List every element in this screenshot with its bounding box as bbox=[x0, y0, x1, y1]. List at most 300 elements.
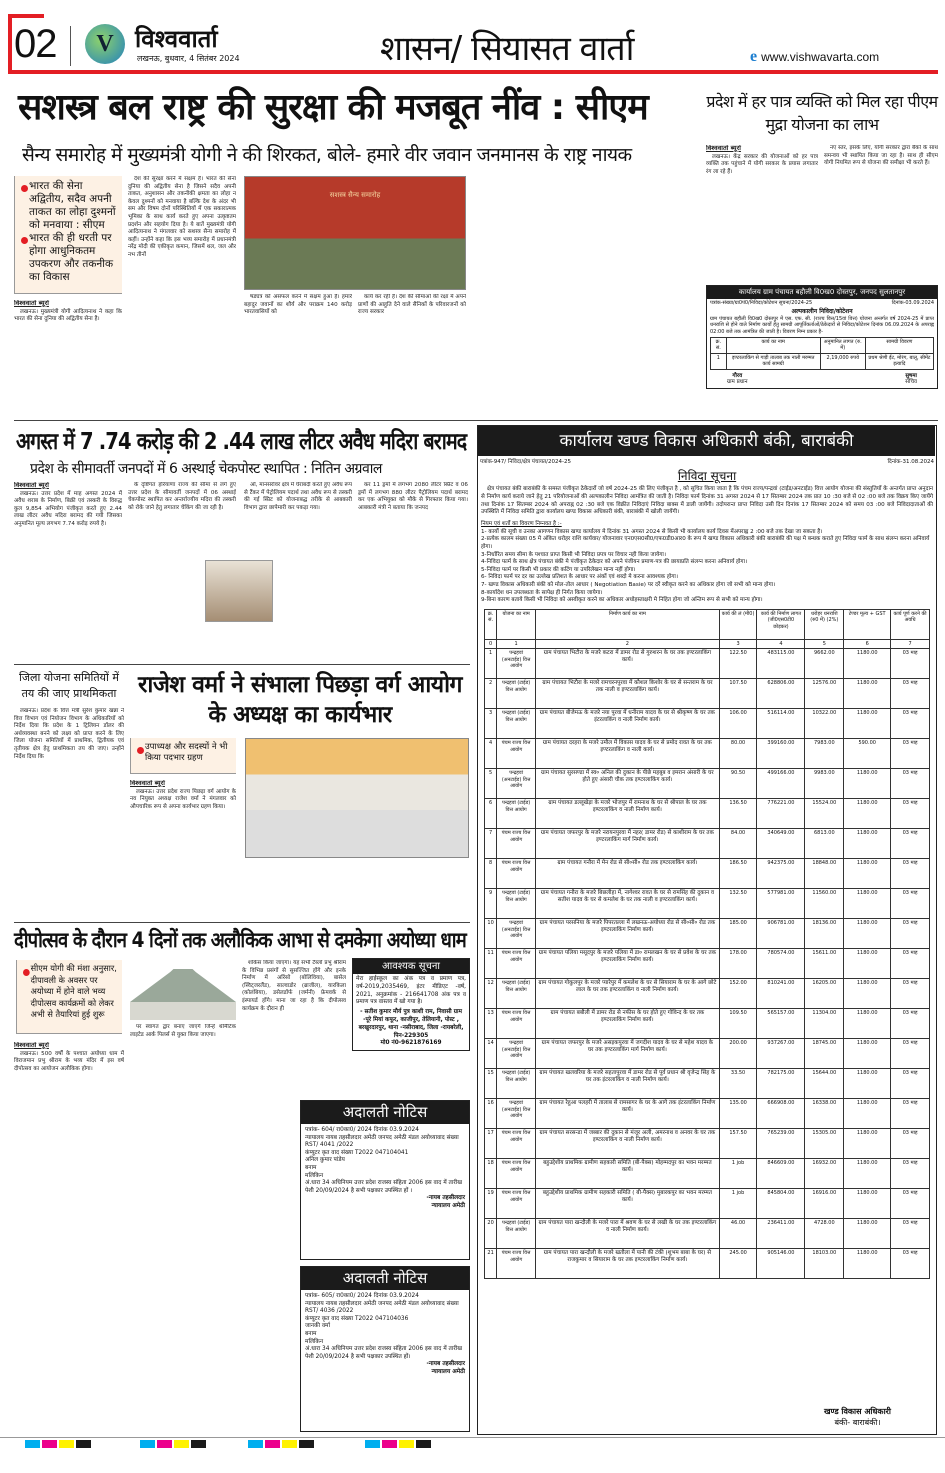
length: 185.00 bbox=[719, 919, 757, 949]
paragraph: के दृष्टिगत हरियाणा राज्य की सीमा से लगे हुए उत्तर प्रदेश के सीमावर्ती जनपदों में 06 अस्थाई चेकपोस्ट स्थापित कर अन्तर्राज्यीय मदिरा की तस्करी को रोके जाने हेतु लगातार चेकिंग की जा रही है। bbox=[128, 482, 236, 511]
work-name: ग्राम पंचायत पारा खन्दौली के मजरे खतौला में पानी की टंकी (शुभम बाबा के घर) से राजकुमार व सियाराम के घर तक इण्टरलाकिंग निर्माण कार्य। bbox=[536, 1249, 720, 1279]
column-number: 1 bbox=[497, 639, 536, 648]
serial-no: 4 bbox=[485, 739, 497, 769]
duration: 03 माह bbox=[891, 799, 930, 829]
work-name: ग्राम पंचायत बबौली में डामर रोड से नफीस के घर होते हुए गोविन्द के घर तक इण्टरलाकिंग निर्माण कार्य। bbox=[536, 1009, 720, 1039]
cost: 942375.00 bbox=[757, 859, 805, 889]
paragraph: कर 11 ड्रमों में लगभग 2080 लीटर स्प्रिट व 06 ड्रमों में लगभग 880 लीटर पैट्रोलियम पदार्थ बरामद कर एक अभियुक्त को मौके से गिरफ्तार किया गया। आबकारी मंत्री ने बताया कि जनपद bbox=[358, 482, 468, 511]
court-notice-2 bbox=[300, 1266, 470, 1432]
cost: 776221.00 bbox=[757, 799, 805, 829]
page-number: 02 bbox=[14, 22, 57, 66]
tender-fee: 590.00 bbox=[844, 739, 891, 769]
table-row bbox=[485, 709, 930, 739]
byline: विश्ववार्ता ब्यूरो bbox=[14, 1042, 49, 1049]
notice-title: कार्यालय ग्राम पंचायत बहौली वि0ख0 दोस्तपुर, जनपद सुलतानपुर bbox=[707, 286, 937, 299]
duration: 03 माह bbox=[891, 769, 930, 799]
liquor-body-col3 bbox=[244, 482, 352, 658]
tender-fee: 1180.00 bbox=[844, 949, 891, 979]
color-bar bbox=[365, 1440, 431, 1450]
table-row bbox=[485, 949, 930, 979]
cost: 565157.00 bbox=[757, 1009, 805, 1039]
column-number: 2 bbox=[536, 639, 720, 648]
length: 245.00 bbox=[719, 1249, 757, 1279]
notice-ref: पत्रांक- 604/ रा0का0/ 2024 दिनांक 03.9.2024 bbox=[305, 1127, 419, 1133]
serial-no: 8 bbox=[485, 859, 497, 889]
duration: 03 माह bbox=[891, 709, 930, 739]
table-row bbox=[485, 1249, 930, 1279]
color-swatch bbox=[140, 1440, 155, 1448]
col-header: क्र. सं. bbox=[711, 338, 727, 354]
work-name: ग्राम पंचायत जफरपुर के मजरे नरायनपुरवा में नहर( डामर रोड) से काशीराम के घर तक इण्टरलाकिंग मार्ग निर्माण कार्य। bbox=[536, 829, 720, 859]
byline: विश्ववार्ता ब्यूरो bbox=[14, 482, 49, 489]
deepotsav-body-col1 bbox=[14, 1042, 124, 1430]
table-row bbox=[485, 979, 930, 1009]
duration: 03 माह bbox=[891, 979, 930, 1009]
liquor-body-col4 bbox=[358, 482, 468, 658]
color-swatch bbox=[382, 1440, 397, 1448]
term-item: 3-निर्धारित समय सीमा के पश्चात प्राप्त किसी भी निविदा प्रपत्र पर विचार नही किया जायेगा। bbox=[481, 551, 666, 558]
court-notice-1 bbox=[300, 1100, 470, 1260]
earnest-money: 16932.00 bbox=[805, 1159, 844, 1189]
versus: बनाम bbox=[305, 1164, 317, 1171]
header-rule bbox=[8, 70, 938, 74]
length: 157.50 bbox=[719, 1129, 757, 1159]
scheme-name: पन्द्रहवां (अनटाईड) वित्त आयोग bbox=[497, 919, 536, 949]
paragraph: लखनऊ। प्रदेश के वित्त मंत्री सुरेश कुमार खन्ना ने वित्त विभाग एवं नियोजन विभाग के अधिकारियों को निर्देश दिया कि प्रदेश के 1 ट्रिलियन डॉलर की अर्थव्यवस्था बनने को लक्ष्य को प्राप्त करने के लिए जिला योजना समितियों में प्राथमिक, द्वितीयक एवं तृतीयक क्षेत्र हेतु प्राथमिकता तय की जाए। उन्होंने निर्देश दिया कि bbox=[14, 708, 124, 760]
scheme-name: पंचम राज्य वित्त आयोग bbox=[497, 1009, 536, 1039]
notice-line: कंप्यूटर कृत वाद संख्या T2022 047104041 bbox=[305, 1149, 409, 1156]
serial-no: 17 bbox=[485, 1129, 497, 1159]
earnest-money: 9662.00 bbox=[805, 649, 844, 679]
length: 135.00 bbox=[719, 1099, 757, 1129]
serial-no: 3 bbox=[485, 709, 497, 739]
liquor-subhead: प्रदेश के सीमावर्ती जनपदों में 6 अस्थाई चेकपोस्ट स्थापित : नितिन अग्रवाल bbox=[30, 461, 382, 477]
work-name: ग्राम पंचायत जफरपुर के मजरे असइकपुरवा में जगदीश यादव के घर से महेश यादव के घर तक इण्टरलाकिंग मार्ग निर्माण कार्य। bbox=[536, 1039, 720, 1069]
paragraph: लखनऊ। मुख्यमंत्री योगी आदित्यनाथ ने कहा कि भारत की सेना दुनिया की अद्वितीय सेना है। bbox=[14, 308, 122, 323]
scheme-name: पन्द्रहवां (टाईड) वित्त आयोग bbox=[497, 679, 536, 709]
tender-fee: 1180.00 bbox=[844, 1159, 891, 1189]
duration: 03 माह bbox=[891, 1249, 930, 1279]
table-row bbox=[485, 1189, 930, 1219]
notice-line: अं.धारा 34 अधिनियम उत्तर प्रदेश राजस्व संहिता 2006 इस वाद में तारीख पेशी 20/09/2024 है सभी पक्षकार उपस्थित हों । bbox=[305, 1180, 462, 1194]
notice-sender: - सतीश कुमार मौर्य पुत्र काशी राम, निवासी ग्राम -पूरे मियां कफूर, काजीपुर, तेलियानी, पोस्ट , बरखुरदारपुर, थाना -नसीराबाद, जिला -रायबरेली, पिन-229305 bbox=[358, 1009, 464, 1039]
duration: 03 माह bbox=[891, 1009, 930, 1039]
term-item: 1- कार्यो की सूची व उनका आगणन विकास खण्ड कार्यालय मे दिनांक 31 अगस्त 2024 से किसी भी कार्यालय कार्य दिवस मेंअपराह्न 2 :00 बजे तक देखा जा सकता है। bbox=[481, 528, 823, 535]
tender-notice bbox=[477, 425, 937, 1435]
scheme-name: पन्द्रहवां (टाईड) वित्त आयोग bbox=[497, 979, 536, 1009]
paragraph: लखनऊ। उत्तर प्रदेश राज्य पिछड़ा वर्ग आयोग के नव नियुक्त अध्यक्ष राजेश वर्मा ने मंगलवार को औपचारिक रूप से अपना कार्यभार ग्रहण किया। bbox=[130, 788, 236, 810]
deepotsav-headline: दीपोत्सव के दौरान 4 दिनों तक अलौकिक आभा से दमकेगा अयोध्या धाम bbox=[14, 928, 466, 952]
table-row bbox=[485, 829, 930, 859]
tender-fee: 1180.00 bbox=[844, 799, 891, 829]
serial-no: 6 bbox=[485, 799, 497, 829]
tender-fee: 1180.00 bbox=[844, 1009, 891, 1039]
duration: 03 माह bbox=[891, 889, 930, 919]
ram-temple-photo bbox=[130, 960, 236, 1020]
duration: 03 माह bbox=[891, 919, 930, 949]
notice-title: आवश्यक सूचना bbox=[353, 959, 469, 974]
tender-office: कार्यालय खण्ड विकास अधिकारी बंकी, बाराबंकी bbox=[478, 426, 935, 456]
work-name: ग्राम पंचायत गनौरा में मेन रोड से सी०सी० रोड तक इण्टरलाकिंग कार्य। bbox=[536, 859, 720, 889]
table-row bbox=[485, 1129, 930, 1159]
notice-line: न्यायालय नायब तहसीलदार अमेठी जनपद अमेठी मंडल अयोध्यावाद संख्या RST/ 4036 /2022 bbox=[305, 1300, 459, 1315]
notice-title: अदालती नोटिस bbox=[301, 1101, 469, 1124]
term-item: 9-बिना कारण बताये किसी भी निविदा को अस्वीकृत करने का अधिकार अधोहस्ताक्षरी मे निहित होगा जो अन्तिम रूप से सभी को मान्य होगा। bbox=[481, 597, 763, 604]
table-row bbox=[485, 769, 930, 799]
length: 136.50 bbox=[719, 799, 757, 829]
color-swatch bbox=[399, 1440, 414, 1448]
browser-icon: e bbox=[750, 48, 758, 65]
cost: 577981.00 bbox=[757, 889, 805, 919]
tender-fee: 1180.00 bbox=[844, 1039, 891, 1069]
scheme-name: पन्द्रहवां (टाईड) वित्त आयोग bbox=[497, 1069, 536, 1099]
plaintiff: जानकी वर्मा bbox=[305, 1323, 331, 1330]
serial-no: 9 bbox=[485, 889, 497, 919]
length: 106.00 bbox=[719, 709, 757, 739]
col-header: कार्य का नाम bbox=[726, 338, 820, 354]
table-row bbox=[485, 679, 930, 709]
earnest-money: 11560.00 bbox=[805, 889, 844, 919]
length: 1 job bbox=[719, 1159, 757, 1189]
signatory-role: सचिव bbox=[905, 379, 917, 386]
highlight-item: उपाध्यक्ष और सदस्यों ने भी किया पदभार ग्रहण bbox=[137, 742, 231, 764]
notice-body bbox=[301, 1290, 469, 1380]
duration: 03 माह bbox=[891, 859, 930, 889]
column-header: कार्य पूर्ण करने की अवधि bbox=[891, 609, 930, 639]
table-row bbox=[485, 649, 930, 679]
cost: 845804.00 bbox=[757, 1189, 805, 1219]
work-name: ग्राम पंचायत सुरसण्डा में स्व० अनिल की दुकान के पीछे महबूब व इमरान अंसारी के घर होते हुए अंसारी चौक तक इण्टरलाकिंग कार्य। bbox=[536, 769, 720, 799]
zila-body bbox=[14, 708, 124, 918]
signatory-role: ग्राम प्रधान bbox=[727, 379, 748, 386]
color-swatch bbox=[25, 1440, 40, 1448]
color-swatch bbox=[191, 1440, 206, 1448]
tender-fee: 1180.00 bbox=[844, 679, 891, 709]
work-name: बहुउद्देशीय प्राथमिक ग्रामीण सहकारी समिति ( बी-पैक्स) मुबारकपुर का भवन मरम्मत कार्य। bbox=[536, 1189, 720, 1219]
color-swatch bbox=[174, 1440, 189, 1448]
lead-body-col3 bbox=[244, 294, 352, 412]
respondent: मलिकिन bbox=[305, 1338, 324, 1345]
work-name: ग्राम पंचायत गनौरा के मजरे बिछलीहा में, नागेश्वर रावत के घर से रामसिंह की दुकान व सतीश यादव के घर से कमलेश के घर तक नाली व इण्टरलाकिंग कार्य। bbox=[536, 889, 720, 919]
zila-headline: जिला योजना समितियों में तय की जाए प्राथमिकता bbox=[19, 671, 119, 700]
cost: 340649.00 bbox=[757, 829, 805, 859]
work-name: ग्राम पंचायत बीजेमऊ के मजरे नया पुरवा में धनीराम यादव के घर से श्रीकृष्ण के घर तक इंटरलाकिंग व नाली निर्माण कार्य। bbox=[536, 709, 720, 739]
duration: 03 माह bbox=[891, 1099, 930, 1129]
column-number: 5 bbox=[805, 639, 844, 648]
table-row bbox=[485, 919, 930, 949]
cell: प्रथम श्रेणी ईंट, मोरंग, बालू, सीमेंट इत्यादि bbox=[865, 353, 933, 369]
lead-highlights bbox=[14, 176, 122, 294]
color-swatch bbox=[59, 1440, 74, 1448]
cost: 846609.00 bbox=[757, 1159, 805, 1189]
earnest-money: 15305.00 bbox=[805, 1129, 844, 1159]
table-row bbox=[485, 1159, 930, 1189]
tender-fee: 1180.00 bbox=[844, 649, 891, 679]
serial-no: 19 bbox=[485, 1189, 497, 1219]
table-row bbox=[485, 1009, 930, 1039]
rajesh-body bbox=[130, 780, 236, 918]
work-name: ग्राम पंचायत खलवरिया के मजरे सहतापुरवा में डामर रोड से पूर्व प्रधान श्री वृजेन्द्र सिंह के घर तक इंटरलाकिंग व नाली निर्माण कार्य। bbox=[536, 1069, 720, 1099]
earnest-money: 10322.00 bbox=[805, 709, 844, 739]
duration: 03 माह bbox=[891, 1129, 930, 1159]
col-header: सामग्री विवरण bbox=[865, 338, 933, 354]
tender-terms bbox=[478, 521, 936, 605]
tender-intro: क्षेत्र पंचायत बंकी बाराबंकी के समस्त पंजीकृत ठेकेदारों जो वर्ष 2024-25 की लिए पंजीकृत है , को सूचित किया जाता है कि पंचम राज्य/पन्द्रवां (टाईड/अनटाईड) वित्त आयोग योजना की संस्तुतियों के अन्तर्गत प्राप्त अनुदान से निर्माण कार्य कराये जाने हेतु 21 परियोजनाओं की अल्पकालीन निविदा आमंत्रित की जाती है। निविदा फार्म दिनांक 31 अगस्त 2024 से 17 सितम्बर 2024 तक प्रात 10 :30 बजे से 02 :00 बजे तक विक्रय किए जायेंगे तथा दिनांक 17 सितम्बर 2024 को अपराह्न 02 :30 बजे एक विक्रीत निविदाएं निविदा बाक्स में डाली जायेंगी। तदोपरान्त प्राप्त निविदा उसी दिन दिनांक 17 सितम्बर 2024 को समय 03 :00 बजे निविदादाताओं की उपस्थिति में निविदा समिति द्वारा कार्यालय खण्ड विकास अधिकारी बंकी, बाराबंकी में खोली जायेंगी। bbox=[481, 486, 933, 516]
duration: 03 माह bbox=[891, 679, 930, 709]
color-swatch bbox=[365, 1440, 380, 1448]
dateline: लखनऊ, बुधवार, 4 सितंबर 2024 bbox=[137, 54, 240, 63]
notice-heading: अल्पकालीन निविदा/कोटेशन bbox=[791, 307, 853, 315]
tender-fee: 1180.00 bbox=[844, 1189, 891, 1219]
table-row bbox=[485, 1099, 930, 1129]
signatory: -नायब तहसीलदार bbox=[426, 1361, 465, 1368]
tender-fee: 1180.00 bbox=[844, 859, 891, 889]
tender-fee: 1180.00 bbox=[844, 1219, 891, 1249]
work-name: ग्राम पंचायत गोकुलपुर के मजरे प्यारेपुर में कमलेश के घर से सियाराम के घर के आगे छोटे लाल के घर तक इण्टरलाकिंग व नाली निर्माण कार्य। bbox=[536, 979, 720, 1009]
cost: 780574.00 bbox=[757, 949, 805, 979]
notice-ref: पत्रांक-संख्या/ग्रा0पं0/निविदा/कोटेशन सूचना/2024-25 bbox=[710, 300, 813, 306]
earnest-money: 11304.00 bbox=[805, 1009, 844, 1039]
duration: 03 माह bbox=[891, 949, 930, 979]
deepotsav-highlight bbox=[16, 960, 122, 1034]
column-header: कार्य की लं (मी0) bbox=[719, 609, 757, 639]
serial-no: 18 bbox=[485, 1159, 497, 1189]
tender-date: दिनांक-31.08.2024 bbox=[887, 459, 934, 465]
notice-line: कंप्यूटर कृत वाद संख्या T2022 047104036 bbox=[305, 1315, 409, 1322]
earnest-money: 4728.00 bbox=[805, 1219, 844, 1249]
brand-name: विश्ववार्ता bbox=[135, 25, 218, 53]
serial-no: 13 bbox=[485, 1009, 497, 1039]
section-title: शासन/ सियासत वार्ता bbox=[380, 29, 634, 69]
plaintiff: अनिल कुमार पांडेय bbox=[305, 1157, 345, 1164]
cost: 765239.00 bbox=[757, 1129, 805, 1159]
liquor-headline: अगस्त में 7 .74 करोड़ की 2 .44 लाख लीटर अवैध मदिरा बरामद bbox=[16, 429, 467, 455]
serial-no: 21 bbox=[485, 1249, 497, 1279]
color-bar bbox=[140, 1440, 206, 1450]
paragraph: लखनऊ। केंद्र सरकार की योजनाओं को हर पात्र व्यक्ति तक पहुंचाने में योगी सरकार के प्रयास लगातार रंग ला रहे हैं। bbox=[706, 153, 818, 175]
column-number: 3 bbox=[719, 639, 757, 648]
scheme-name: पन्द्रहवां (अनटाईड) वित्त आयोग bbox=[497, 649, 536, 679]
tender-fee: 1180.00 bbox=[844, 1249, 891, 1279]
tender-fee: 1180.00 bbox=[844, 1129, 891, 1159]
work-name: ग्राम पंचायत रेहुआ पलहरी में तालाब से रामसागर के घर के आगे तक इंटरलाकिंग निर्माण कार्य। bbox=[536, 1099, 720, 1129]
highlight-item: भारत की ही धरती पर होगा आधुनिकतम उपकरण और तकनीक का विकास bbox=[21, 232, 117, 284]
signatory: -नायब तहसीलदार bbox=[426, 1195, 465, 1202]
earnest-money: 18136.00 bbox=[805, 919, 844, 949]
deepotsav-body-col2 bbox=[130, 1024, 236, 1430]
term-item: 6- निविदा फार्म पर दर का उल्लेख प्रतिशत के आधार पर अंकों एवं शब्दो मे करना आवश्यक होगा। bbox=[481, 574, 679, 581]
paragraph: पर स्वागत द्वार बनाए जाएंगे जिन्हें थीमैटिक लाइटेड आर्क पिलर्स से युक्त किया जाएगा। bbox=[130, 1024, 236, 1038]
work-name: ग्राम पंचायत पलिया मसूदपुर के मजरे पलिया में डा० रामलखन के घर से प्रवेश के घर तक इण्टरलाकिंग निर्माण कार्य। bbox=[536, 949, 720, 979]
table-row bbox=[485, 1219, 930, 1249]
tender-ref: पत्रांक-947/ निविदा/क्षेत्र पंचायत/2024-25 bbox=[480, 459, 571, 465]
serial-no: 5 bbox=[485, 769, 497, 799]
table-row bbox=[485, 739, 930, 769]
length: 84.00 bbox=[719, 829, 757, 859]
table-row bbox=[485, 859, 930, 889]
paragraph: कार्य कर रही है। देश की सीमाओं की रक्षा में अपने प्राणों की आहुति देने वाले सैनिकों के परिवारजनों को राज्य सरकार bbox=[358, 294, 466, 316]
table-row bbox=[485, 799, 930, 829]
earnest-money: 15611.00 bbox=[805, 949, 844, 979]
column-number: 0 bbox=[485, 639, 497, 648]
byline: विश्ववार्ता ब्यूरो bbox=[706, 145, 741, 152]
length: 186.50 bbox=[719, 859, 757, 889]
duration: 03 माह bbox=[891, 829, 930, 859]
scheme-name: पंचम राज्य वित्त आयोग bbox=[497, 859, 536, 889]
term-item: 8-कार्यादेश धन उपलब्धता के सापेक्ष ही निर्गत किया जायेगा। bbox=[481, 589, 603, 596]
notice-line: न्यायालय नायब तहसीलदार अमेठी जनपद अमेठी मंडल अयोध्यावाद संख्या RST/ 4041 /2022 bbox=[305, 1134, 459, 1149]
col-header: अनुमानित लागत (रु. में) bbox=[820, 338, 865, 354]
work-name: ग्राम पंचायत सरसन्डा में जब्बार की दुकान से मंजूर अली, अमरनाथ व अनवर के घर तक इण्टरलाकिंग व नाली निर्माण कार्य। bbox=[536, 1129, 720, 1159]
length: 90.50 bbox=[719, 769, 757, 799]
divider bbox=[14, 420, 938, 421]
earnest-money: 15644.00 bbox=[805, 1069, 844, 1099]
lost-certificate-notice bbox=[352, 958, 470, 1051]
work-name: ग्राम पंचायत डल्लूखेड़ा के मजरे भोजपुर में रामनाथ के घर से श्रीपाल के घर तक इण्टरलाकिंग व नाली निर्माण कार्य। bbox=[536, 799, 720, 829]
cost: 937267.00 bbox=[757, 1039, 805, 1069]
deepotsav-body-col3 bbox=[242, 960, 346, 1096]
byline: विश्ववार्ता ब्यूरो bbox=[130, 780, 165, 787]
duration: 03 माह bbox=[891, 1219, 930, 1249]
scheme-name: पन्द्रहवां (अनटाईड) वित्त आयोग bbox=[497, 1039, 536, 1069]
gram-panchayat-notice bbox=[706, 285, 938, 389]
divider bbox=[0, 1437, 945, 1438]
signatory: गौरव bbox=[732, 372, 743, 379]
length: 33.50 bbox=[719, 1069, 757, 1099]
earnest-money: 15524.00 bbox=[805, 799, 844, 829]
work-name: ग्राम पंचायत दरहरा के मजरे उमौल में विकास यादव के घर से प्रमोद रावत के घर तक इण्टरलाकिंग व नाली कार्य। bbox=[536, 739, 720, 769]
lead-headline: सशस्त्र बल राष्ट्र की सुरक्षा की मजबूत नींव : सीएम bbox=[18, 87, 648, 128]
photo-banner-text: सशस्त्र सैन्य समारोह bbox=[329, 191, 381, 199]
length: 1 job bbox=[719, 1189, 757, 1219]
scheme-name: पन्द्रहवां (अनटाईड) वित्त आयोग bbox=[497, 1099, 536, 1129]
term-item: 7- खण्ड विकास अधिकारी बंकी को मोल-तोल आधार ( Negotiation Basie) पर दरें स्वीकृत करने का अधिकार होगा जो सभी को मान्य होगा। bbox=[481, 581, 776, 588]
cost: 666908.00 bbox=[757, 1099, 805, 1129]
color-swatch bbox=[42, 1440, 57, 1448]
serial-no: 7 bbox=[485, 829, 497, 859]
work-name: ग्राम पंचायत भिटौरा के मजरे कटरा में डामर रोड से गुरुशरन के घर तक इण्टरलाकिंग कार्य। bbox=[536, 649, 720, 679]
serial-no: 1 bbox=[485, 649, 497, 679]
serial-no: 16 bbox=[485, 1099, 497, 1129]
color-swatch bbox=[416, 1440, 431, 1448]
work-name: ग्राम पंचायत परसनिया के मजरे पिपरतल्ला में लखनऊ-अयोध्या रोड से सी०सी० रोड तक इण्टरलाकिंग निर्माण कार्य। bbox=[536, 919, 720, 949]
divider bbox=[14, 922, 470, 923]
duration: 03 माह bbox=[891, 1039, 930, 1069]
color-swatch bbox=[299, 1440, 314, 1448]
serial-no: 2 bbox=[485, 679, 497, 709]
term-item: 2-प्रत्येक कालम संख्या 05 मे अंकित धरोहर राशि कार्यवार/ योजनावार एन0एस0सी0/एफ0डी0आर0 के रूप मे खण्ड विकास अधिकारी बंकी बाराबंकी की पक्ष मे बन्धक कराते हुए निविदा फार्म के साथ संलग्न करना अनिवार्य होगा। bbox=[481, 536, 930, 550]
scheme-name: पन्द्रहवां (टाईड) वित्त आयोग bbox=[497, 1219, 536, 1249]
cost: 906781.00 bbox=[757, 919, 805, 949]
byline: विश्ववार्ता ब्यूरो bbox=[14, 300, 49, 307]
duration: 03 माह bbox=[891, 739, 930, 769]
lead-body-col1 bbox=[14, 300, 122, 412]
scheme-name: पंचम राज्य वित्त आयोग bbox=[497, 1129, 536, 1159]
cell: 1 bbox=[711, 353, 727, 369]
color-swatch bbox=[282, 1440, 297, 1448]
scheme-name: पन्द्रहवां (टाईड) वित्त आयोग bbox=[497, 709, 536, 739]
signatory: न्यायालय अमेठी bbox=[431, 1202, 465, 1209]
column-header: निर्माण कार्य का नाम bbox=[536, 609, 720, 639]
term-item: 4-निविदा फार्म के साथ क्षेत्र पंचायत बंकी मे पंजीकृत ठेकेदार को अपने पंजीयन प्रमाण-पत्र की छायाप्रति संलग्न करना अनिवार्य होगा। bbox=[481, 559, 748, 566]
serial-no: 20 bbox=[485, 1219, 497, 1249]
lead-subhead: सैन्य समारोह में मुख्यमंत्री योगी ने की शिरकत, बोले- हमारे वीर जवान जनमानस के राष्ट्र नायक bbox=[22, 144, 632, 166]
cost: 236411.00 bbox=[757, 1219, 805, 1249]
military-ceremony-photo bbox=[244, 176, 466, 290]
paragraph: नए स्तर, इसके लिए, योगी सरकार द्वारा बैंकों के साथ समन्वय भी स्थापित किया जा रहा है। साथ ही सीएम योगी नियमित रूप से योजना की समीक्षा भी करते हैं। bbox=[824, 145, 938, 167]
rajesh-highlight bbox=[130, 738, 236, 774]
scheme-name: पंचम राज्य वित्त आयोग bbox=[497, 1249, 536, 1279]
tender-fee: 1180.00 bbox=[844, 889, 891, 919]
cost: 810241.00 bbox=[757, 979, 805, 1009]
respondent: मलिकिन bbox=[305, 1172, 324, 1179]
column-number: 7 bbox=[891, 639, 930, 648]
length: 122.50 bbox=[719, 649, 757, 679]
length: 109.50 bbox=[719, 1009, 757, 1039]
versus: बनाम bbox=[305, 1330, 317, 1337]
earnest-money: 6813.00 bbox=[805, 829, 844, 859]
color-bar bbox=[25, 1440, 91, 1450]
term-item: 5-निविदा फार्म पर किसी भी प्रकार की कटिंग या उपरिलेखन मान्य नहीं होगा। bbox=[481, 566, 636, 573]
earnest-money: 16916.00 bbox=[805, 1189, 844, 1219]
signatory: न्यायालय अमेठी bbox=[431, 1368, 465, 1375]
tender-table bbox=[484, 609, 930, 1279]
terms-list bbox=[481, 529, 933, 605]
scheme-name: पंचम राज्य वित्त आयोग bbox=[497, 1159, 536, 1189]
divider bbox=[70, 26, 71, 66]
duration: 03 माह bbox=[891, 1069, 930, 1099]
length: 80.00 bbox=[719, 739, 757, 769]
length: 178.00 bbox=[719, 949, 757, 979]
cost: 628806.00 bbox=[757, 679, 805, 709]
highlight-item: भारत की सेना अद्वितीय, सदैव अपनी ताकत का लोहा दुश्मनों को मनवाया : सीएम bbox=[21, 180, 117, 232]
length: 200.00 bbox=[719, 1039, 757, 1069]
rajesh-headline: राजेश वर्मा ने संभाला पिछड़ा वर्ग आयोग के अध्यक्ष का कार्यभार bbox=[138, 672, 462, 728]
scheme-name: पन्द्रहवां (टाईड) वित्त आयोग bbox=[497, 889, 536, 919]
serial-no: 14 bbox=[485, 1039, 497, 1069]
notice-body: मेरा हाईस्कूल का अंक पत्र व प्रमाण पत्र, वर्ष-2019,2035469, इंटर मीडिएट -वर्ष, 2021, अनुक्रमांक - 216641708 अंक पत्र व प्रमाण पत्र वास्तव में खो गया है। bbox=[356, 976, 466, 1006]
serial-no: 12 bbox=[485, 979, 497, 1009]
work-name: ग्राम पंचायत पारा खन्दौली के मजरे पारा में श्रवण के घर से लखी के घर तक इण्टरलाकिंग व नाली निर्माण कार्य। bbox=[536, 1219, 720, 1249]
paragraph: शोकेस किया जाएगा। यह सभी टैब्लो प्रभु श्रीराम के विभिन्न प्रसंगों से सुसज्जित होंगे और इनके निर्माण में अरिंसो (बोलिविया), बासेल (स्विट्जरलैंड), साल्वाडोर (ब्राजील), यारकिला (कोलंबिया), डसेलडॉर्फ (जर्मनी) फ्रेमवर्क से इंस्पायर्ड होंगे। माना जा रहा है कि दीपोत्सव कार्यक्रम के दौरान ही bbox=[242, 960, 346, 1012]
length: 152.00 bbox=[719, 979, 757, 1009]
paragraph: षड्यंत्र को असफल करने में सक्षम हुआ है। हमारे बहादुर जवानों का शौर्य और पराक्रम 140 करोड़ भारतवासियों को bbox=[244, 294, 352, 316]
column-header: योजना का नाम bbox=[497, 609, 536, 639]
cell: 2,19,000 रुपये bbox=[820, 353, 865, 369]
color-swatch bbox=[248, 1440, 263, 1448]
paragraph: लखनऊ। उत्तर प्रदेश में माह अगस्त 2024 में अवैध शराब के निर्माण, बिक्री एवं तस्करी के विरुद्ध कुल 9,854 अभियोग पंजीकृत करते हुए 2.44 लाख लीटर अवैध मदिरा बरामद की गयी जिसका अनुमानित मूल्य लगभग 7.74 करोड़ रुपये है। bbox=[14, 490, 122, 527]
website-link[interactable] bbox=[750, 48, 879, 66]
earnest-money: 9983.00 bbox=[805, 769, 844, 799]
color-swatch bbox=[76, 1440, 91, 1448]
website-url: www.vishwavarta.com bbox=[761, 50, 880, 64]
serial-no: 15 bbox=[485, 1069, 497, 1099]
duration: 03 माह bbox=[891, 1159, 930, 1189]
terms-title: नियम एवं शर्तो का विवरण निम्नवत है :- bbox=[481, 521, 562, 528]
cell: इण्टरलाकिंग से गाड़ी तालाब तक नाली मरम्मत कार्य सामग्री bbox=[726, 353, 820, 369]
cost: 399160.00 bbox=[757, 739, 805, 769]
color-swatch bbox=[265, 1440, 280, 1448]
tender-title: निविदा सूचना bbox=[677, 469, 737, 483]
serial-no: 10 bbox=[485, 919, 497, 949]
tender-fee: 1180.00 bbox=[844, 829, 891, 859]
mudra-body-col1 bbox=[706, 145, 818, 280]
notice-line: अं.धारा 34 अधिनियम उत्तर प्रदेश राजस्व संहिता 2006 इस वाद में तारीख पेशी 20/09/2024 है सभी पक्षकार उपस्थित हों। bbox=[305, 1346, 462, 1360]
column-header: टेण्डर मूल्य + GST bbox=[844, 609, 891, 639]
earnest-money: 18103.00 bbox=[805, 1249, 844, 1279]
color-bar bbox=[248, 1440, 314, 1450]
deepotsav-body-col3-cont bbox=[242, 1100, 294, 1430]
